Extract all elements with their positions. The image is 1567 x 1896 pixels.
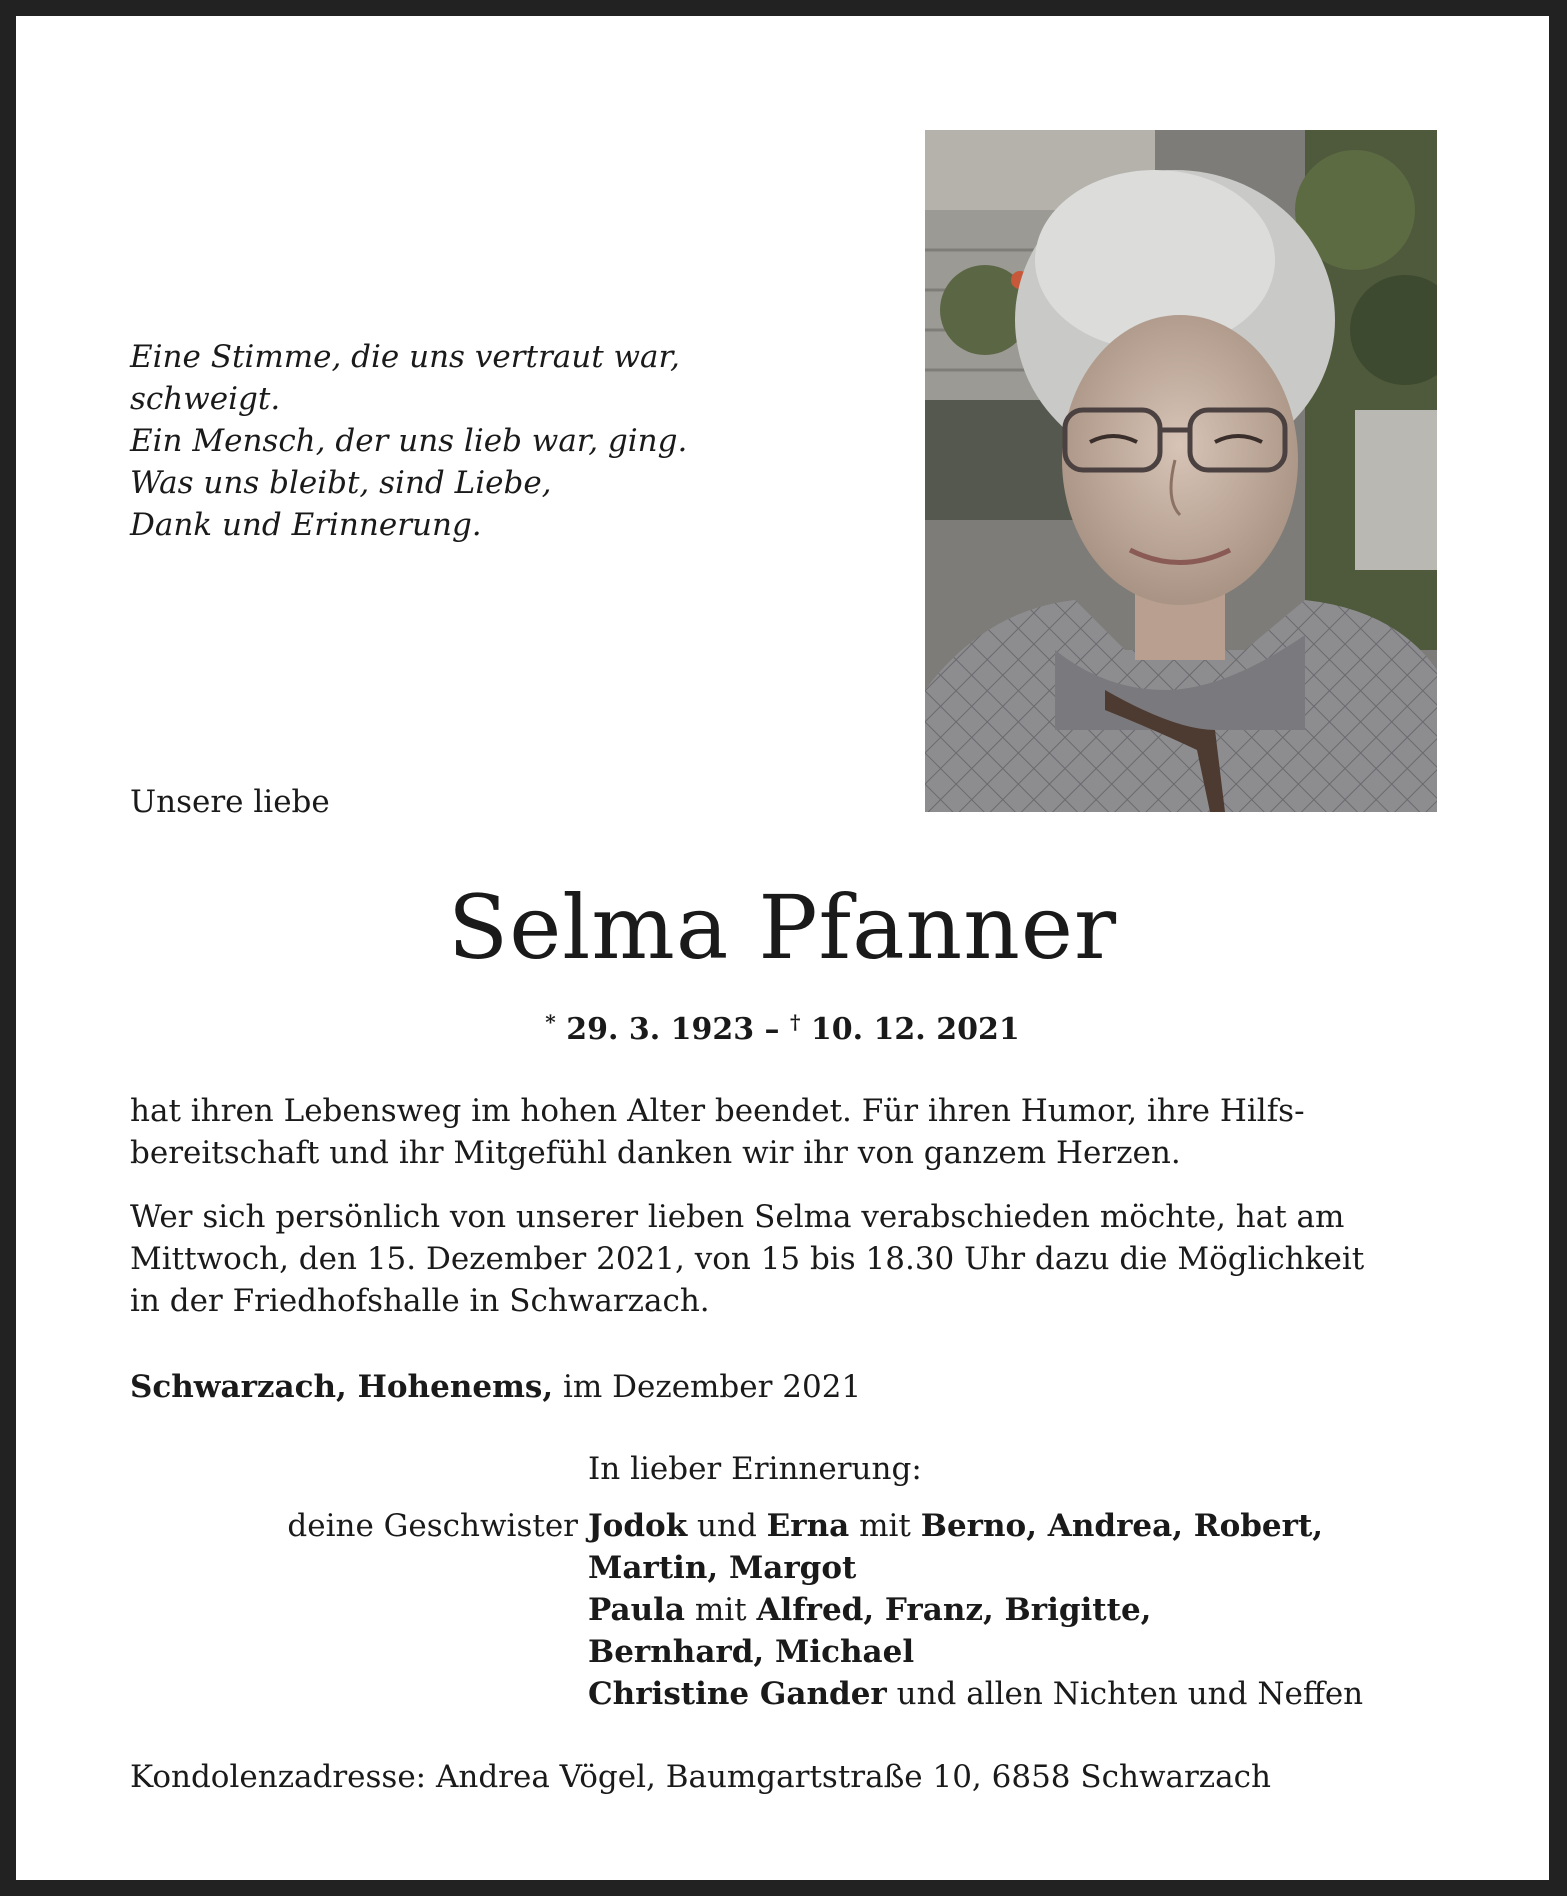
siblings-line xyxy=(588,1673,1363,1715)
sibling-name: Christine Gander xyxy=(588,1676,887,1712)
siblings-line xyxy=(588,1547,1363,1589)
portrait-photo xyxy=(925,130,1437,812)
paragraph-line: Mittwoch, den 15. Dezember 2021, von 15 bis 18.30 Uhr dazu die Möglichkeit xyxy=(130,1241,1365,1277)
birth-symbol: * xyxy=(545,1010,556,1034)
paragraph-line: in der Friedhofshalle in Schwarzach. xyxy=(130,1283,710,1319)
relative-names: Berno, Andrea, Robert, xyxy=(920,1508,1324,1544)
paragraph-farewell xyxy=(130,1196,1440,1322)
intro-text: Unsere liebe xyxy=(130,784,330,820)
siblings-list xyxy=(588,1505,1363,1715)
poem-line: Was uns bleibt, sind Liebe, xyxy=(130,465,552,501)
death-symbol: † xyxy=(790,1010,801,1034)
siblings-label: deine Geschwister xyxy=(287,1508,578,1544)
sibling-name: Jodok xyxy=(588,1508,688,1544)
connector-text: mit xyxy=(684,1592,757,1628)
sibling-name: Erna xyxy=(766,1508,850,1544)
birth-date: 29. 3. 1923 xyxy=(566,1012,755,1047)
relative-names: Alfred, Franz, Brigitte, xyxy=(756,1592,1152,1628)
connector-text: mit xyxy=(849,1508,921,1544)
condolence-address: Kondolenzadresse: Andrea Vögel, Baumgartstraße 10, 6858 Schwarzach xyxy=(130,1759,1271,1795)
connector-text: und xyxy=(687,1508,767,1544)
deceased-name: Selma Pfanner xyxy=(447,876,1118,979)
poem-line: Dank und Erinnerung. xyxy=(130,507,482,543)
paragraph-line: hat ihren Lebensweg im hohen Alter beendet. Für ihren Humor, ihre Hilfs- xyxy=(130,1093,1305,1129)
sibling-name: Paula xyxy=(588,1592,685,1628)
date-dash: – xyxy=(754,1012,790,1047)
siblings-line xyxy=(588,1589,1363,1631)
poem-line: Ein Mensch, der uns lieb war, ging. xyxy=(130,423,688,459)
memory-heading: In lieber Erinnerung: xyxy=(588,1451,922,1487)
place-and-date xyxy=(130,1367,861,1407)
connector-text: und allen Nichten und Neffen xyxy=(886,1676,1364,1712)
obituary-sheet xyxy=(16,16,1549,1880)
siblings-line xyxy=(588,1631,1363,1673)
poem-line: Eine Stimme, die uns vertraut war, xyxy=(130,339,680,375)
relative-names: Bernhard, Michael xyxy=(588,1634,915,1670)
places: Schwarzach, Hohenems, xyxy=(130,1369,554,1405)
paragraph-line: Wer sich persönlich von unserer lieben Selma verabschieden möchte, hat am xyxy=(130,1199,1345,1235)
poem xyxy=(130,336,687,546)
life-dates xyxy=(16,1004,1549,1048)
death-date: 10. 12. 2021 xyxy=(810,1012,1020,1047)
relative-names: Martin, Margot xyxy=(588,1550,857,1586)
paragraph-life xyxy=(130,1090,1440,1174)
siblings-line xyxy=(588,1505,1363,1547)
date-text: im Dezember 2021 xyxy=(553,1369,862,1405)
paragraph-line: bereitschaft und ihr Mitgefühl danken wir ihr von ganzem Herzen. xyxy=(130,1135,1181,1171)
poem-line: schweigt. xyxy=(130,381,281,417)
